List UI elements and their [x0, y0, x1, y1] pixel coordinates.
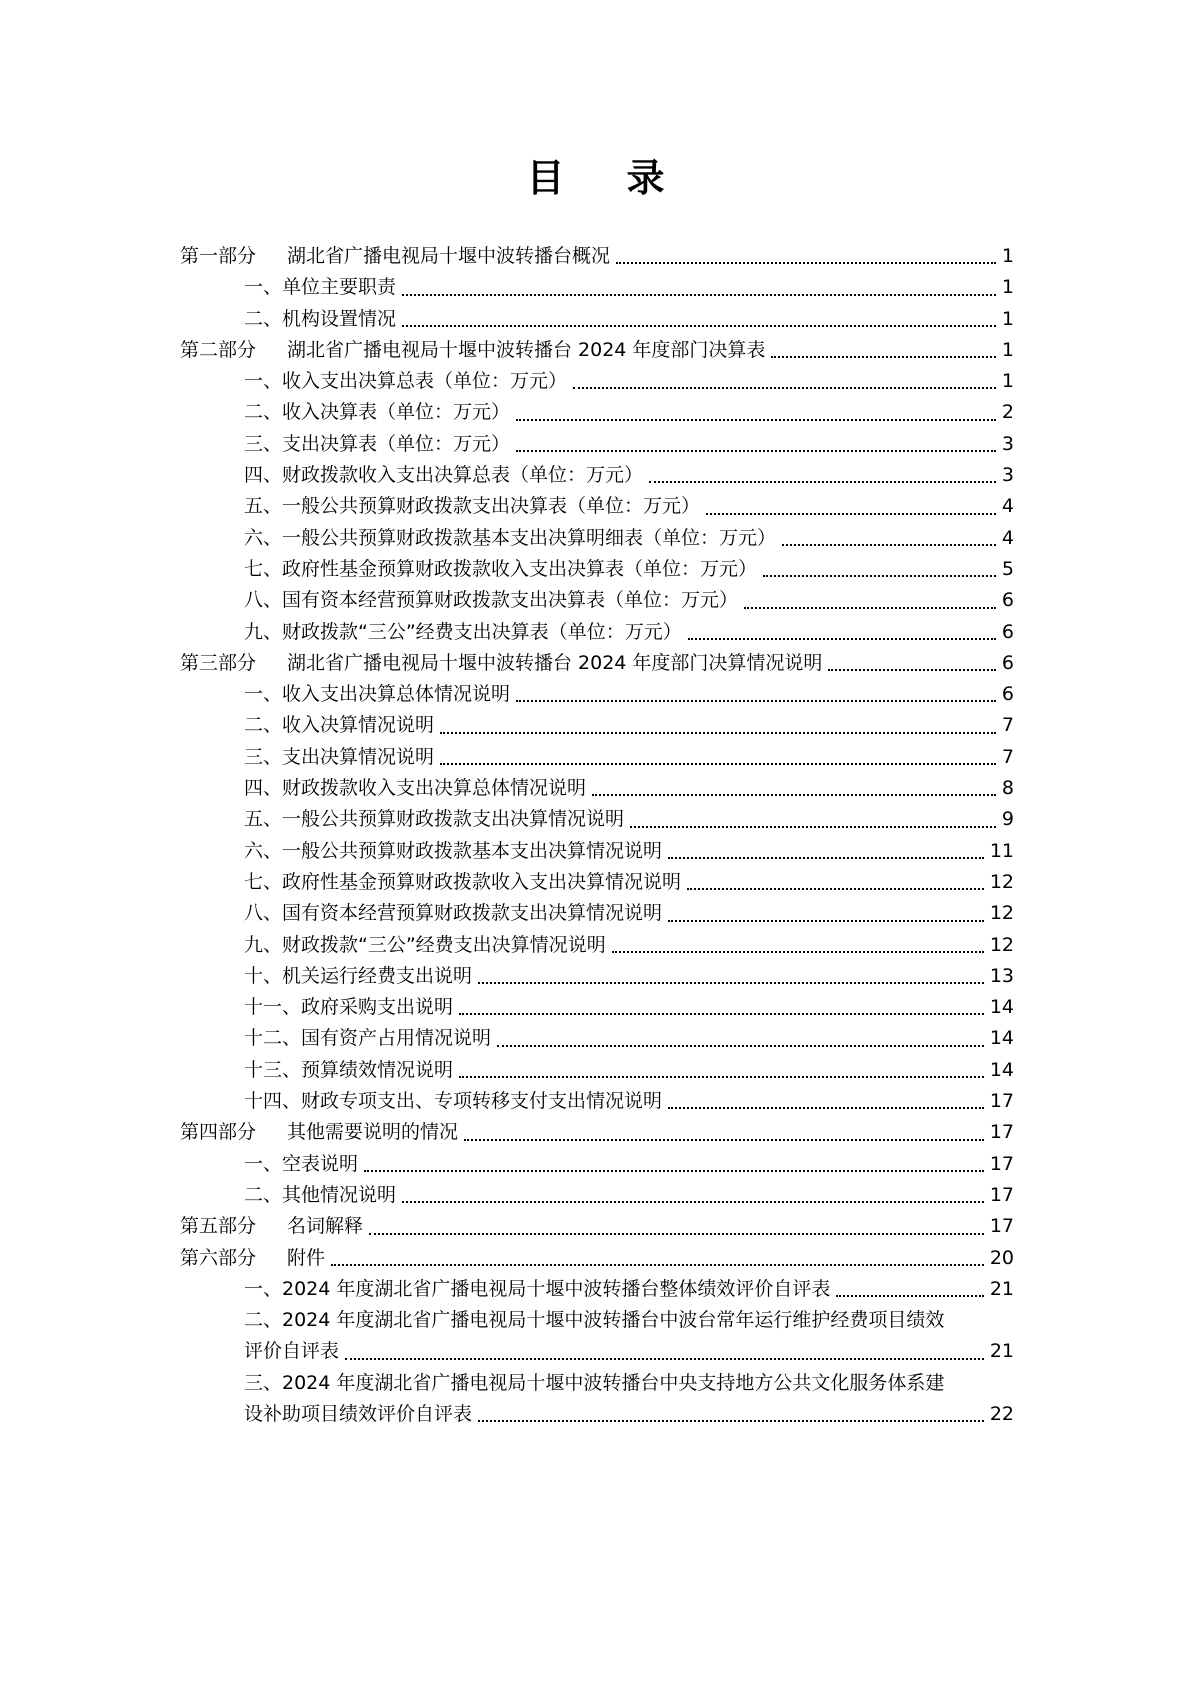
toc-entry[interactable]: [180, 1180, 1014, 1211]
toc-page-number: 17: [989, 1121, 1014, 1144]
toc-entry-title: 十、机关运行经费支出说明: [244, 964, 473, 987]
dot-leader: [464, 1139, 984, 1141]
toc-entry[interactable]: [180, 335, 1014, 366]
toc-page-number: 4: [1001, 526, 1014, 549]
toc-entry-title-continued: 评价自评表: [244, 1340, 340, 1363]
dot-leader: [744, 607, 996, 609]
dot-leader: [440, 763, 996, 765]
dot-leader: [828, 669, 995, 671]
toc-page-number: 1: [1001, 276, 1014, 299]
dot-leader: [782, 544, 996, 546]
toc-entry[interactable]: [180, 1211, 1014, 1242]
toc-page-number: 21: [989, 1277, 1014, 1300]
dot-leader: [616, 262, 996, 264]
toc-entry[interactable]: [180, 773, 1014, 804]
toc-entry-title: 十一、政府采购支出说明: [244, 996, 454, 1019]
toc-page-number: 14: [989, 1058, 1014, 1081]
toc-entry-label: [180, 648, 822, 679]
toc-page-number: 17: [989, 1183, 1014, 1206]
toc-entry[interactable]: [180, 397, 1014, 428]
dot-leader: [402, 1201, 984, 1203]
toc-entry-continuation: [244, 1336, 1014, 1367]
toc-page-number: 17: [989, 1090, 1014, 1113]
toc-entry-title: 三、支出决算情况说明: [244, 745, 435, 768]
dot-leader: [836, 1295, 983, 1297]
toc-entry[interactable]: [180, 742, 1014, 773]
toc-entry-title: 附件: [287, 1246, 326, 1269]
toc-entry-label: [180, 241, 610, 272]
toc-entry-label: [180, 1211, 363, 1242]
dot-leader: [612, 951, 984, 953]
toc-entry-title: 湖北省广播电视局十堰中波转播台概况: [287, 245, 611, 267]
toc-entry[interactable]: [180, 523, 1014, 554]
toc-page-number: 11: [989, 839, 1014, 862]
toc-part-label: 第五部分: [180, 1215, 257, 1238]
toc-entry[interactable]: [180, 867, 1014, 898]
dot-leader: [688, 638, 996, 640]
toc-page-number: 6: [1001, 589, 1014, 612]
toc-entry-title: 其他需要说明的情况: [287, 1121, 459, 1144]
dot-leader: [516, 450, 996, 452]
toc-entry-title: 名词解释: [287, 1215, 364, 1238]
dot-leader: [402, 294, 996, 296]
toc-entry[interactable]: [180, 429, 1014, 460]
dot-leader: [459, 1076, 984, 1078]
dot-leader: [459, 1013, 984, 1015]
toc-entry[interactable]: [180, 241, 1014, 272]
toc-entry-title: 九、财政拨款“三公”经费支出决算情况说明: [244, 933, 606, 956]
toc-entry-title: 一、收入支出决算总表（单位：万元）: [244, 370, 568, 393]
dot-leader: [345, 1358, 984, 1360]
toc-entry[interactable]: [180, 961, 1014, 992]
toc-entry[interactable]: [180, 679, 1014, 710]
toc-entry-title: 五、一般公共预算财政拨款支出决算表（单位：万元）: [244, 495, 701, 518]
toc-entry[interactable]: [180, 585, 1014, 616]
toc-entry-title: 七、政府性基金预算财政拨款收入支出决算表（单位：万元）: [244, 557, 758, 580]
toc-entry-title: 一、收入支出决算总体情况说明: [244, 683, 511, 706]
toc-entry-title: 三、2024 年度湖北省广播电视局十堰中波转播台中央支持地方公共文化服务体系建: [244, 1371, 945, 1394]
dot-leader: [592, 794, 996, 796]
toc-entry[interactable]: [180, 617, 1014, 648]
toc-page-number: 9: [1001, 808, 1014, 831]
toc-entry[interactable]: [180, 554, 1014, 585]
dot-leader: [668, 920, 984, 922]
toc-page-number: 22: [989, 1402, 1014, 1425]
toc-entry[interactable]: [180, 1023, 1014, 1054]
toc-entry-title: 一、2024 年度湖北省广播电视局十堰中波转播台整体绩效评价自评表: [244, 1277, 831, 1300]
table-of-contents: [180, 241, 1014, 1430]
toc-entry[interactable]: [180, 804, 1014, 835]
toc-page-number: 14: [989, 996, 1014, 1019]
dot-leader: [478, 1420, 984, 1422]
toc-page-number: 8: [1001, 777, 1014, 800]
dot-leader: [763, 575, 996, 577]
toc-entry-title: 四、财政拨款收入支出决算总表（单位：万元）: [244, 464, 644, 487]
toc-entry[interactable]: [180, 1055, 1014, 1086]
dot-leader: [668, 1107, 984, 1109]
toc-page-number: 7: [1001, 714, 1014, 737]
toc-entry-title: 一、空表说明: [244, 1152, 359, 1175]
toc-page-number: 20: [989, 1246, 1014, 1269]
dot-leader: [369, 1233, 984, 1235]
toc-page-number: 7: [1001, 745, 1014, 768]
toc-part-label: 第二部分: [180, 338, 257, 361]
toc-entry[interactable]: [180, 304, 1014, 335]
dot-leader: [706, 513, 996, 515]
title-char-1: 目: [526, 155, 565, 200]
toc-entry[interactable]: [180, 1149, 1014, 1180]
toc-entry[interactable]: [180, 460, 1014, 491]
dot-leader: [630, 826, 996, 828]
dot-leader: [771, 356, 995, 358]
toc-part-label: 第四部分: [180, 1121, 257, 1144]
toc-page-number: 6: [1001, 683, 1014, 706]
toc-entry[interactable]: [180, 272, 1014, 303]
toc-entry-title: 湖北省广播电视局十堰中波转播台 2024 年度部门决算情况说明: [287, 651, 823, 674]
toc-entry-continuation: [244, 1399, 1014, 1430]
toc-entry[interactable]: [180, 898, 1014, 929]
toc-page-number: 5: [1001, 557, 1014, 580]
toc-part-label: 第六部分: [180, 1246, 257, 1269]
toc-entry[interactable]: [180, 491, 1014, 522]
toc-entry[interactable]: [180, 992, 1014, 1023]
toc-entry-title: 二、收入决算表（单位：万元）: [244, 401, 511, 424]
toc-entry-title: 六、一般公共预算财政拨款基本支出决算情况说明: [244, 839, 663, 862]
dot-leader: [402, 325, 996, 327]
toc-page-number: 17: [989, 1215, 1014, 1238]
toc-entry-title-continued: 设补助项目绩效评价自评表: [244, 1402, 473, 1425]
toc-entry-label: [180, 1117, 458, 1148]
page-title: [0, 148, 1191, 208]
toc-page-number: 12: [989, 933, 1014, 956]
toc-page-number: 1: [1001, 307, 1014, 330]
toc-page-number: 3: [1001, 432, 1014, 455]
toc-page-number: 1: [1001, 245, 1014, 267]
dot-leader: [573, 387, 996, 389]
toc-page-number: 21: [989, 1340, 1014, 1363]
toc-page-number: 17: [989, 1152, 1014, 1175]
toc-entry-title: 六、一般公共预算财政拨款基本支出决算明细表（单位：万元）: [244, 526, 777, 549]
toc-page-number: 4: [1001, 495, 1014, 518]
dot-leader: [668, 857, 984, 859]
dot-leader: [649, 481, 996, 483]
toc-page-number: 13: [989, 964, 1014, 987]
toc-part-label: 第一部分: [180, 245, 257, 267]
toc-entry-label: [180, 335, 765, 366]
toc-entry-title: 二、2024 年度湖北省广播电视局十堰中波转播台中波台常年运行维护经费项目绩效: [244, 1309, 945, 1332]
toc-page-number: 3: [1001, 464, 1014, 487]
toc-entry[interactable]: [180, 1117, 1014, 1148]
toc-entry-title: 十四、财政专项支出、专项转移支付支出情况说明: [244, 1090, 663, 1113]
toc-entry-title: 十三、预算绩效情况说明: [244, 1058, 454, 1081]
dot-leader: [687, 888, 984, 890]
toc-entry-title: 五、一般公共预算财政拨款支出决算情况说明: [244, 808, 625, 831]
dot-leader: [364, 1170, 984, 1172]
toc-entry[interactable]: [180, 836, 1014, 867]
toc-entry[interactable]: [180, 1305, 1014, 1368]
dot-leader: [331, 1264, 984, 1266]
toc-entry-title: 二、其他情况说明: [244, 1183, 397, 1206]
toc-entry-title: 八、国有资本经营预算财政拨款支出决算情况说明: [244, 902, 663, 925]
toc-page-number: 1: [1001, 338, 1014, 361]
toc-entry-title: 十二、国有资产占用情况说明: [244, 1027, 492, 1050]
title-char-2: 录: [626, 155, 665, 200]
toc-part-label: 第三部分: [180, 651, 257, 674]
dot-leader: [478, 982, 984, 984]
toc-entry-title: 九、财政拨款“三公”经费支出决算表（单位：万元）: [244, 620, 682, 643]
toc-entry-title: 湖北省广播电视局十堰中波转播台 2024 年度部门决算表: [287, 338, 766, 361]
toc-page-number: 6: [1001, 651, 1014, 674]
dot-leader: [497, 1045, 984, 1047]
toc-entry-title: 三、支出决算表（单位：万元）: [244, 432, 511, 455]
dot-leader: [516, 419, 996, 421]
toc-page-number: 2: [1001, 401, 1014, 424]
toc-entry[interactable]: [180, 366, 1014, 397]
toc-entry[interactable]: [180, 710, 1014, 741]
toc-entry[interactable]: [180, 1368, 1014, 1431]
toc-page-number: 14: [989, 1027, 1014, 1050]
toc-entry-title: 七、政府性基金预算财政拨款收入支出决算情况说明: [244, 870, 682, 893]
toc-entry[interactable]: [180, 1086, 1014, 1117]
toc-entry-title: 二、机构设置情况: [244, 307, 397, 330]
toc-entry-label: [180, 1243, 325, 1274]
dot-leader: [440, 732, 996, 734]
toc-entry-title: 四、财政拨款收入支出决算总体情况说明: [244, 777, 587, 800]
toc-page-number: 12: [989, 902, 1014, 925]
toc-entry[interactable]: [180, 930, 1014, 961]
dot-leader: [516, 700, 996, 702]
toc-entry[interactable]: [180, 1274, 1014, 1305]
toc-page-number: 6: [1001, 620, 1014, 643]
toc-page-number: 12: [989, 870, 1014, 893]
toc-page-number: 1: [1001, 370, 1014, 393]
toc-entry-title: 八、国有资本经营预算财政拨款支出决算表（单位：万元）: [244, 589, 739, 612]
toc-entry[interactable]: [180, 648, 1014, 679]
toc-entry-title: 二、收入决算情况说明: [244, 714, 435, 737]
toc-entry-title: 一、单位主要职责: [244, 276, 397, 299]
toc-entry[interactable]: [180, 1243, 1014, 1274]
